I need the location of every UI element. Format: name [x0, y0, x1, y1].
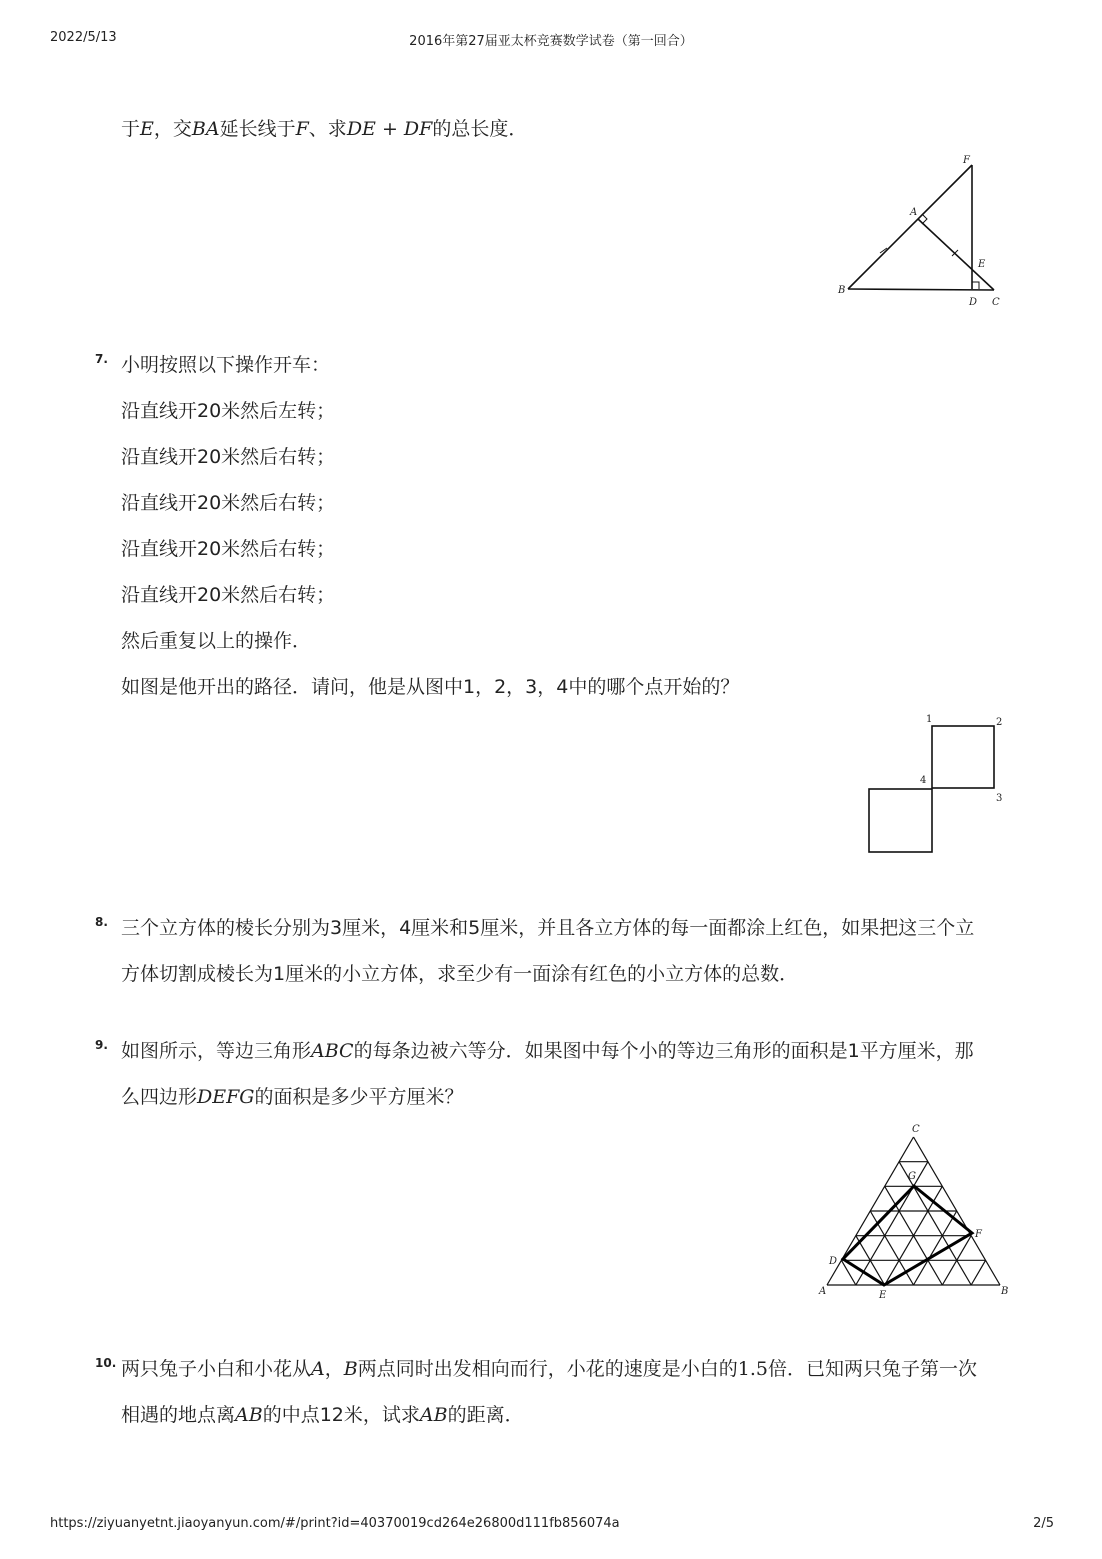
q8-line: 三个立方体的棱长分别为3厘米，4厘米和5厘米，并且各立方体的每一面都涂上红色，如果把这三个立 — [121, 917, 975, 939]
q8-line: 方体切割成棱长为1厘米的小立方体，求至少有一面涂有红色的小立方体的总数． — [121, 963, 799, 985]
q7-line: 沿直线开20米然后右转； — [121, 584, 336, 606]
label-a: A — [819, 1286, 827, 1297]
document-title: 2016年第27届亚太杯竞赛数学试卷（第一回合） — [409, 34, 693, 49]
q9-line: 如图所示，等边三角形ABC的每条边被六等分．如果图中每个小的等边三角形的面积是1平方厘米，那 — [121, 1040, 974, 1062]
label-b: B — [1001, 1286, 1009, 1297]
question-number: 10. — [95, 1356, 117, 1370]
q6-final-line: 于E，交BA延长线于F、求DE + DF的总长度． — [121, 118, 528, 140]
question-number: 9. — [95, 1038, 108, 1052]
q7-line: 沿直线开20米然后左转； — [121, 400, 336, 422]
label-c: C — [912, 1124, 920, 1135]
label-point-2: 2 — [996, 717, 1003, 728]
grid-line — [971, 1260, 985, 1285]
q10-line: 相遇的地点离AB的中点12米，试求AB的距离． — [121, 1404, 524, 1426]
label-c: C — [992, 297, 1000, 308]
question-number: 7. — [95, 352, 108, 366]
grid-line — [914, 1211, 957, 1285]
label-g: G — [908, 1171, 916, 1182]
q7-line: 沿直线开20米然后右转； — [121, 538, 336, 560]
print-date: 2022/5/13 — [50, 30, 117, 45]
label-d: D — [969, 297, 978, 308]
label-point-4: 4 — [920, 775, 927, 786]
label-e: E — [879, 1290, 887, 1301]
q7-line: 小明按照以下操作开车： — [121, 354, 331, 376]
label-d: D — [829, 1256, 838, 1267]
q7-line: 如图是他开出的路径．请问，他是从图中1，2，3，4中的哪个点开始的？ — [121, 676, 740, 698]
page-number: 2/5 — [1033, 1516, 1054, 1531]
label-f: F — [963, 155, 970, 166]
label-f: F — [975, 1229, 982, 1240]
label-a: A — [910, 207, 918, 218]
page-url: https://ziyuanyetnt.jiaoyanyun.com/#/print?id=40370019cd264e26800d111fb856074a — [50, 1516, 620, 1531]
q7-line: 沿直线开20米然后右转； — [121, 492, 336, 514]
label-point-1: 1 — [926, 714, 933, 725]
q7-line: 沿直线开20米然后右转； — [121, 446, 336, 468]
q7-line: 然后重复以上的操作． — [121, 630, 312, 652]
label-e: E — [978, 259, 986, 270]
grid-line — [870, 1211, 913, 1285]
label-b: B — [838, 285, 846, 296]
question-number: 8. — [95, 915, 108, 929]
q9-triangle-grid-figure — [815, 1120, 1015, 1305]
q7-path-figure — [860, 710, 1010, 860]
q6-triangle-figure — [830, 150, 1030, 310]
label-point-3: 3 — [996, 793, 1003, 804]
q10-line: 两只兔子小白和小花从A，B两点同时出发相向而行，小花的速度是小白的1.5倍．已知两只兔子第一次 — [121, 1358, 977, 1380]
q9-line: 么四边形DEFG的面积是多少平方厘米？ — [121, 1086, 464, 1108]
